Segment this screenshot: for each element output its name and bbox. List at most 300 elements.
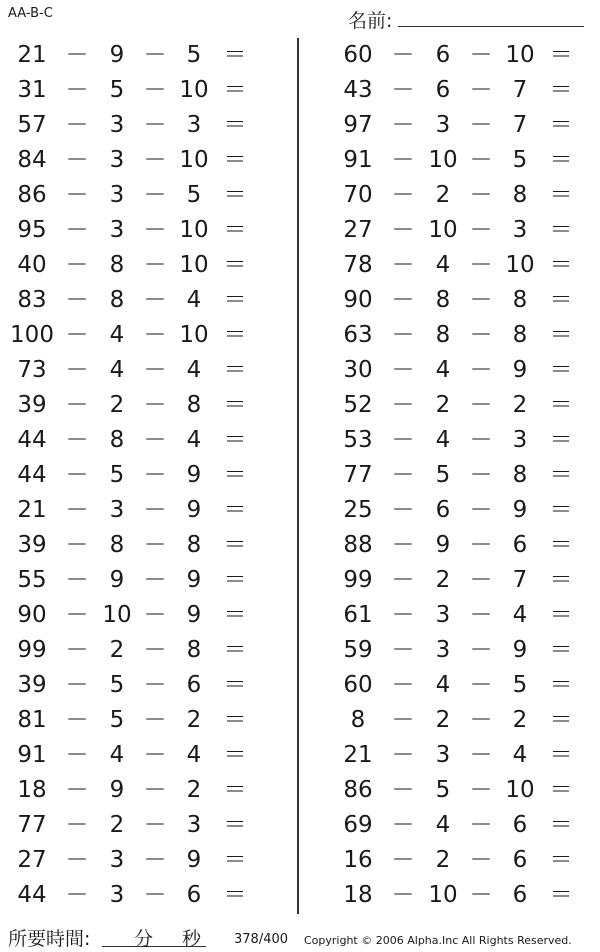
minuend: 60 xyxy=(343,42,373,68)
subtrahend-2: 4 xyxy=(186,287,202,313)
problem-row xyxy=(0,73,270,108)
problem-row xyxy=(0,773,270,808)
minuend: 39 xyxy=(17,672,47,698)
minus-sign: － xyxy=(65,882,89,908)
equals-sign: ＝ xyxy=(223,777,247,803)
problem-row xyxy=(326,843,596,878)
subtrahend-2: 8 xyxy=(186,392,202,418)
problem-row xyxy=(0,843,270,878)
minus-sign: － xyxy=(65,357,89,383)
subtrahend-2: 4 xyxy=(512,742,528,768)
subtrahend-1: 3 xyxy=(435,112,451,138)
minus-sign: － xyxy=(469,497,493,523)
problem-row xyxy=(0,598,270,633)
subtrahend-1: 4 xyxy=(435,357,451,383)
minus-sign: － xyxy=(469,847,493,873)
minus-sign: － xyxy=(65,287,89,313)
problem-row xyxy=(0,318,270,353)
problem-row xyxy=(326,353,596,388)
equals-sign: ＝ xyxy=(223,427,247,453)
equals-sign: ＝ xyxy=(549,322,573,348)
equals-sign: ＝ xyxy=(549,812,573,838)
equals-sign: ＝ xyxy=(549,707,573,733)
minus-sign: － xyxy=(143,252,167,278)
equals-sign: ＝ xyxy=(223,567,247,593)
minus-sign: － xyxy=(469,147,493,173)
subtrahend-1: 6 xyxy=(435,42,451,68)
equals-sign: ＝ xyxy=(549,637,573,663)
subtrahend-2: 8 xyxy=(186,532,202,558)
minus-sign: － xyxy=(143,707,167,733)
subtrahend-2: 10 xyxy=(179,147,209,173)
subtrahend-1: 9 xyxy=(109,777,125,803)
subtrahend-1: 2 xyxy=(109,637,125,663)
minus-sign: － xyxy=(143,812,167,838)
subtrahend-1: 4 xyxy=(435,672,451,698)
minuend: 21 xyxy=(343,742,373,768)
minus-sign: － xyxy=(391,637,415,663)
subtrahend-2: 3 xyxy=(512,217,528,243)
minus-sign: － xyxy=(391,882,415,908)
subtrahend-2: 8 xyxy=(512,322,528,348)
equals-sign: ＝ xyxy=(549,217,573,243)
minus-sign: － xyxy=(143,882,167,908)
minus-sign: － xyxy=(469,322,493,348)
subtrahend-1: 5 xyxy=(109,672,125,698)
column-divider xyxy=(297,38,299,914)
subtrahend-2: 9 xyxy=(186,567,202,593)
minuend: 73 xyxy=(17,357,47,383)
subtrahend-2: 9 xyxy=(186,462,202,488)
subtrahend-1: 2 xyxy=(435,182,451,208)
minus-sign: － xyxy=(65,322,89,348)
minuend: 78 xyxy=(343,252,373,278)
copyright-text: Copyright © 2006 Alpha.Inc All Rights Reserved. xyxy=(304,934,572,947)
subtrahend-1: 8 xyxy=(435,287,451,313)
subtrahend-2: 10 xyxy=(179,77,209,103)
minus-sign: － xyxy=(391,322,415,348)
minus-sign: － xyxy=(391,252,415,278)
subtrahend-1: 4 xyxy=(435,812,451,838)
subtrahend-2: 7 xyxy=(512,567,528,593)
subtrahend-1: 5 xyxy=(109,462,125,488)
minuend: 18 xyxy=(17,777,47,803)
subtrahend-2: 9 xyxy=(186,602,202,628)
problem-row xyxy=(0,738,270,773)
equals-sign: ＝ xyxy=(549,147,573,173)
subtrahend-2: 9 xyxy=(512,497,528,523)
minuend: 39 xyxy=(17,532,47,558)
minus-sign: － xyxy=(143,77,167,103)
minus-sign: － xyxy=(469,532,493,558)
problem-row xyxy=(326,528,596,563)
equals-sign: ＝ xyxy=(223,602,247,628)
minus-sign: － xyxy=(391,112,415,138)
footer xyxy=(0,920,600,952)
minus-sign: － xyxy=(469,112,493,138)
problem-row xyxy=(326,878,596,913)
problem-row xyxy=(326,388,596,423)
minuend: 21 xyxy=(17,42,47,68)
minus-sign: － xyxy=(65,672,89,698)
minus-sign: － xyxy=(469,707,493,733)
minuend: 77 xyxy=(17,812,47,838)
minus-sign: － xyxy=(143,637,167,663)
subtrahend-1: 5 xyxy=(109,77,125,103)
minuend: 95 xyxy=(17,217,47,243)
minuend: 99 xyxy=(343,567,373,593)
page-number: 378/400 xyxy=(234,932,289,947)
equals-sign: ＝ xyxy=(549,462,573,488)
minuend: 81 xyxy=(17,707,47,733)
minuend: 84 xyxy=(17,147,47,173)
subtrahend-1: 2 xyxy=(435,392,451,418)
problem-row xyxy=(326,178,596,213)
subtrahend-1: 5 xyxy=(435,777,451,803)
minuend: 18 xyxy=(343,882,373,908)
minus-sign: － xyxy=(469,882,493,908)
minus-sign: － xyxy=(391,707,415,733)
minus-sign: － xyxy=(469,462,493,488)
subtrahend-2: 6 xyxy=(186,672,202,698)
minus-sign: － xyxy=(143,112,167,138)
equals-sign: ＝ xyxy=(549,42,573,68)
minus-sign: － xyxy=(391,497,415,523)
subtrahend-1: 8 xyxy=(109,427,125,453)
minus-sign: － xyxy=(65,602,89,628)
minus-sign: － xyxy=(65,462,89,488)
equals-sign: ＝ xyxy=(223,357,247,383)
equals-sign: ＝ xyxy=(549,357,573,383)
minus-sign: － xyxy=(469,812,493,838)
subtrahend-2: 4 xyxy=(186,427,202,453)
subtrahend-2: 2 xyxy=(186,707,202,733)
subtrahend-2: 5 xyxy=(186,182,202,208)
minus-sign: － xyxy=(65,497,89,523)
subtrahend-2: 8 xyxy=(512,287,528,313)
name-underline xyxy=(398,26,584,27)
subtrahend-1: 4 xyxy=(109,322,125,348)
minus-sign: － xyxy=(391,567,415,593)
problem-row xyxy=(326,213,596,248)
problem-row xyxy=(0,808,270,843)
equals-sign: ＝ xyxy=(223,707,247,733)
problem-row xyxy=(0,563,270,598)
minuend: 39 xyxy=(17,392,47,418)
subtrahend-1: 3 xyxy=(109,182,125,208)
problem-row xyxy=(326,773,596,808)
minus-sign: － xyxy=(391,777,415,803)
minus-sign: － xyxy=(391,532,415,558)
minus-sign: － xyxy=(143,672,167,698)
problem-row xyxy=(326,283,596,318)
equals-sign: ＝ xyxy=(549,567,573,593)
minuend: 90 xyxy=(17,602,47,628)
minus-sign: － xyxy=(391,462,415,488)
minus-sign: － xyxy=(65,112,89,138)
equals-sign: ＝ xyxy=(549,532,573,558)
minuend: 53 xyxy=(343,427,373,453)
subtrahend-1: 4 xyxy=(435,427,451,453)
problem-row xyxy=(0,283,270,318)
minuend: 91 xyxy=(343,147,373,173)
subtrahend-1: 3 xyxy=(109,497,125,523)
subtrahend-2: 9 xyxy=(186,497,202,523)
minuend: 77 xyxy=(343,462,373,488)
equals-sign: ＝ xyxy=(549,672,573,698)
subtrahend-1: 4 xyxy=(109,357,125,383)
minuend: 61 xyxy=(343,602,373,628)
subtrahend-2: 6 xyxy=(512,812,528,838)
minuend: 100 xyxy=(10,322,54,348)
minuend: 88 xyxy=(343,532,373,558)
equals-sign: ＝ xyxy=(549,882,573,908)
subtrahend-2: 5 xyxy=(186,42,202,68)
subtrahend-1: 10 xyxy=(428,217,458,243)
time-required-label: 所要時間: xyxy=(8,928,91,950)
minus-sign: － xyxy=(143,602,167,628)
minuend: 69 xyxy=(343,812,373,838)
minus-sign: － xyxy=(469,392,493,418)
minuend: 91 xyxy=(17,742,47,768)
minus-sign: － xyxy=(143,567,167,593)
minus-sign: － xyxy=(469,567,493,593)
problem-row xyxy=(0,703,270,738)
minus-sign: － xyxy=(391,147,415,173)
minuend: 8 xyxy=(350,707,366,733)
minuend: 70 xyxy=(343,182,373,208)
minuend: 21 xyxy=(17,497,47,523)
problem-row xyxy=(326,703,596,738)
minus-sign: － xyxy=(65,742,89,768)
equals-sign: ＝ xyxy=(223,217,247,243)
minuend: 31 xyxy=(17,77,47,103)
minuend: 83 xyxy=(17,287,47,313)
problem-row xyxy=(326,108,596,143)
subtrahend-2: 10 xyxy=(505,42,535,68)
equals-sign: ＝ xyxy=(223,532,247,558)
minus-sign: － xyxy=(469,77,493,103)
problem-row xyxy=(326,563,596,598)
subtrahend-2: 4 xyxy=(512,602,528,628)
minus-sign: － xyxy=(391,77,415,103)
subtrahend-2: 7 xyxy=(512,112,528,138)
subtrahend-1: 5 xyxy=(109,707,125,733)
equals-sign: ＝ xyxy=(223,252,247,278)
subtrahend-2: 9 xyxy=(186,847,202,873)
equals-sign: ＝ xyxy=(549,497,573,523)
minus-sign: － xyxy=(143,217,167,243)
equals-sign: ＝ xyxy=(549,427,573,453)
subtrahend-2: 5 xyxy=(512,672,528,698)
equals-sign: ＝ xyxy=(549,252,573,278)
minuend: 86 xyxy=(17,182,47,208)
equals-sign: ＝ xyxy=(223,147,247,173)
equals-sign: ＝ xyxy=(223,812,247,838)
minus-sign: － xyxy=(469,672,493,698)
problem-row xyxy=(0,248,270,283)
minus-sign: － xyxy=(143,147,167,173)
equals-sign: ＝ xyxy=(223,847,247,873)
minuend: 97 xyxy=(343,112,373,138)
problem-row xyxy=(0,423,270,458)
minus-sign: － xyxy=(143,287,167,313)
minus-sign: － xyxy=(391,182,415,208)
problem-row xyxy=(0,178,270,213)
minus-sign: － xyxy=(391,287,415,313)
problem-row xyxy=(0,668,270,703)
minuend: 86 xyxy=(343,777,373,803)
minus-sign: － xyxy=(65,217,89,243)
subtrahend-1: 3 xyxy=(109,847,125,873)
problem-row xyxy=(326,808,596,843)
minus-sign: － xyxy=(65,812,89,838)
minus-sign: － xyxy=(391,742,415,768)
minus-sign: － xyxy=(391,42,415,68)
minus-sign: － xyxy=(143,532,167,558)
subtrahend-2: 4 xyxy=(186,742,202,768)
problem-row xyxy=(0,388,270,423)
minuend: 60 xyxy=(343,672,373,698)
subtrahend-1: 10 xyxy=(102,602,132,628)
equals-sign: ＝ xyxy=(223,322,247,348)
equals-sign: ＝ xyxy=(549,742,573,768)
subtrahend-1: 8 xyxy=(109,532,125,558)
problem-row xyxy=(326,143,596,178)
minus-sign: － xyxy=(65,252,89,278)
minuend: 27 xyxy=(17,847,47,873)
problem-row xyxy=(326,458,596,493)
minuend: 90 xyxy=(343,287,373,313)
minus-sign: － xyxy=(65,637,89,663)
subtrahend-1: 9 xyxy=(435,532,451,558)
subtrahend-2: 5 xyxy=(512,147,528,173)
minus-sign: － xyxy=(391,847,415,873)
subtrahend-2: 2 xyxy=(512,392,528,418)
minus-sign: － xyxy=(469,42,493,68)
subtrahend-2: 3 xyxy=(186,112,202,138)
minuend: 40 xyxy=(17,252,47,278)
subtrahend-2: 10 xyxy=(179,217,209,243)
subtrahend-1: 2 xyxy=(109,812,125,838)
minus-sign: － xyxy=(469,252,493,278)
minus-sign: － xyxy=(143,392,167,418)
subtrahend-1: 3 xyxy=(435,637,451,663)
subtrahend-2: 10 xyxy=(179,322,209,348)
equals-sign: ＝ xyxy=(223,882,247,908)
problem-row xyxy=(326,738,596,773)
subtrahend-1: 8 xyxy=(435,322,451,348)
subtrahend-2: 6 xyxy=(186,882,202,908)
equals-sign: ＝ xyxy=(223,392,247,418)
minus-sign: － xyxy=(143,742,167,768)
equals-sign: ＝ xyxy=(549,77,573,103)
problem-row xyxy=(326,38,596,73)
subtrahend-1: 4 xyxy=(435,252,451,278)
subtrahend-2: 4 xyxy=(186,357,202,383)
subtrahend-1: 6 xyxy=(435,77,451,103)
problem-row xyxy=(0,528,270,563)
minus-sign: － xyxy=(391,672,415,698)
subtrahend-1: 6 xyxy=(435,497,451,523)
minus-sign: － xyxy=(65,777,89,803)
minus-sign: － xyxy=(469,287,493,313)
subtrahend-2: 7 xyxy=(512,77,528,103)
subtrahend-1: 3 xyxy=(109,147,125,173)
minus-sign: － xyxy=(143,497,167,523)
subtrahend-1: 3 xyxy=(435,742,451,768)
subtrahend-2: 3 xyxy=(186,812,202,838)
minuend: 44 xyxy=(17,882,47,908)
minus-sign: － xyxy=(143,777,167,803)
problem-row xyxy=(326,423,596,458)
minus-sign: － xyxy=(143,427,167,453)
subtrahend-2: 2 xyxy=(512,707,528,733)
equals-sign: ＝ xyxy=(223,77,247,103)
subtrahend-2: 8 xyxy=(512,182,528,208)
minus-sign: － xyxy=(469,357,493,383)
subtrahend-2: 6 xyxy=(512,882,528,908)
minuend: 43 xyxy=(343,77,373,103)
minus-sign: － xyxy=(469,777,493,803)
minuend: 16 xyxy=(343,847,373,873)
minus-sign: － xyxy=(65,77,89,103)
subtrahend-1: 5 xyxy=(435,462,451,488)
minuend: 63 xyxy=(343,322,373,348)
subtrahend-2: 6 xyxy=(512,532,528,558)
minuend: 30 xyxy=(343,357,373,383)
subtrahend-1: 3 xyxy=(109,882,125,908)
subtrahend-1: 2 xyxy=(435,707,451,733)
equals-sign: ＝ xyxy=(223,742,247,768)
equals-sign: ＝ xyxy=(549,287,573,313)
subtrahend-1: 10 xyxy=(428,882,458,908)
problem-row xyxy=(326,633,596,668)
equals-sign: ＝ xyxy=(223,637,247,663)
subtrahend-1: 9 xyxy=(109,567,125,593)
equals-sign: ＝ xyxy=(223,42,247,68)
subtrahend-2: 10 xyxy=(179,252,209,278)
equals-sign: ＝ xyxy=(549,777,573,803)
equals-sign: ＝ xyxy=(549,847,573,873)
minus-sign: － xyxy=(65,847,89,873)
minuend: 27 xyxy=(343,217,373,243)
subtrahend-2: 6 xyxy=(512,847,528,873)
minuend: 57 xyxy=(17,112,47,138)
minus-sign: － xyxy=(143,42,167,68)
subtrahend-2: 3 xyxy=(512,427,528,453)
name-label: 名前: xyxy=(348,10,393,32)
problem-row xyxy=(326,668,596,703)
subtrahend-2: 8 xyxy=(186,637,202,663)
problem-row xyxy=(326,318,596,353)
equals-sign: ＝ xyxy=(223,182,247,208)
seconds-label: 秒 xyxy=(182,928,202,950)
subtrahend-1: 2 xyxy=(435,567,451,593)
minus-sign: － xyxy=(65,567,89,593)
minus-sign: － xyxy=(469,427,493,453)
minus-sign: － xyxy=(65,427,89,453)
minus-sign: － xyxy=(469,637,493,663)
equals-sign: ＝ xyxy=(223,287,247,313)
subtrahend-1: 3 xyxy=(109,217,125,243)
minuend: 99 xyxy=(17,637,47,663)
minus-sign: － xyxy=(65,182,89,208)
equals-sign: ＝ xyxy=(223,112,247,138)
problem-row xyxy=(0,878,270,913)
problem-row xyxy=(326,493,596,528)
minutes-label: 分 xyxy=(134,928,154,950)
